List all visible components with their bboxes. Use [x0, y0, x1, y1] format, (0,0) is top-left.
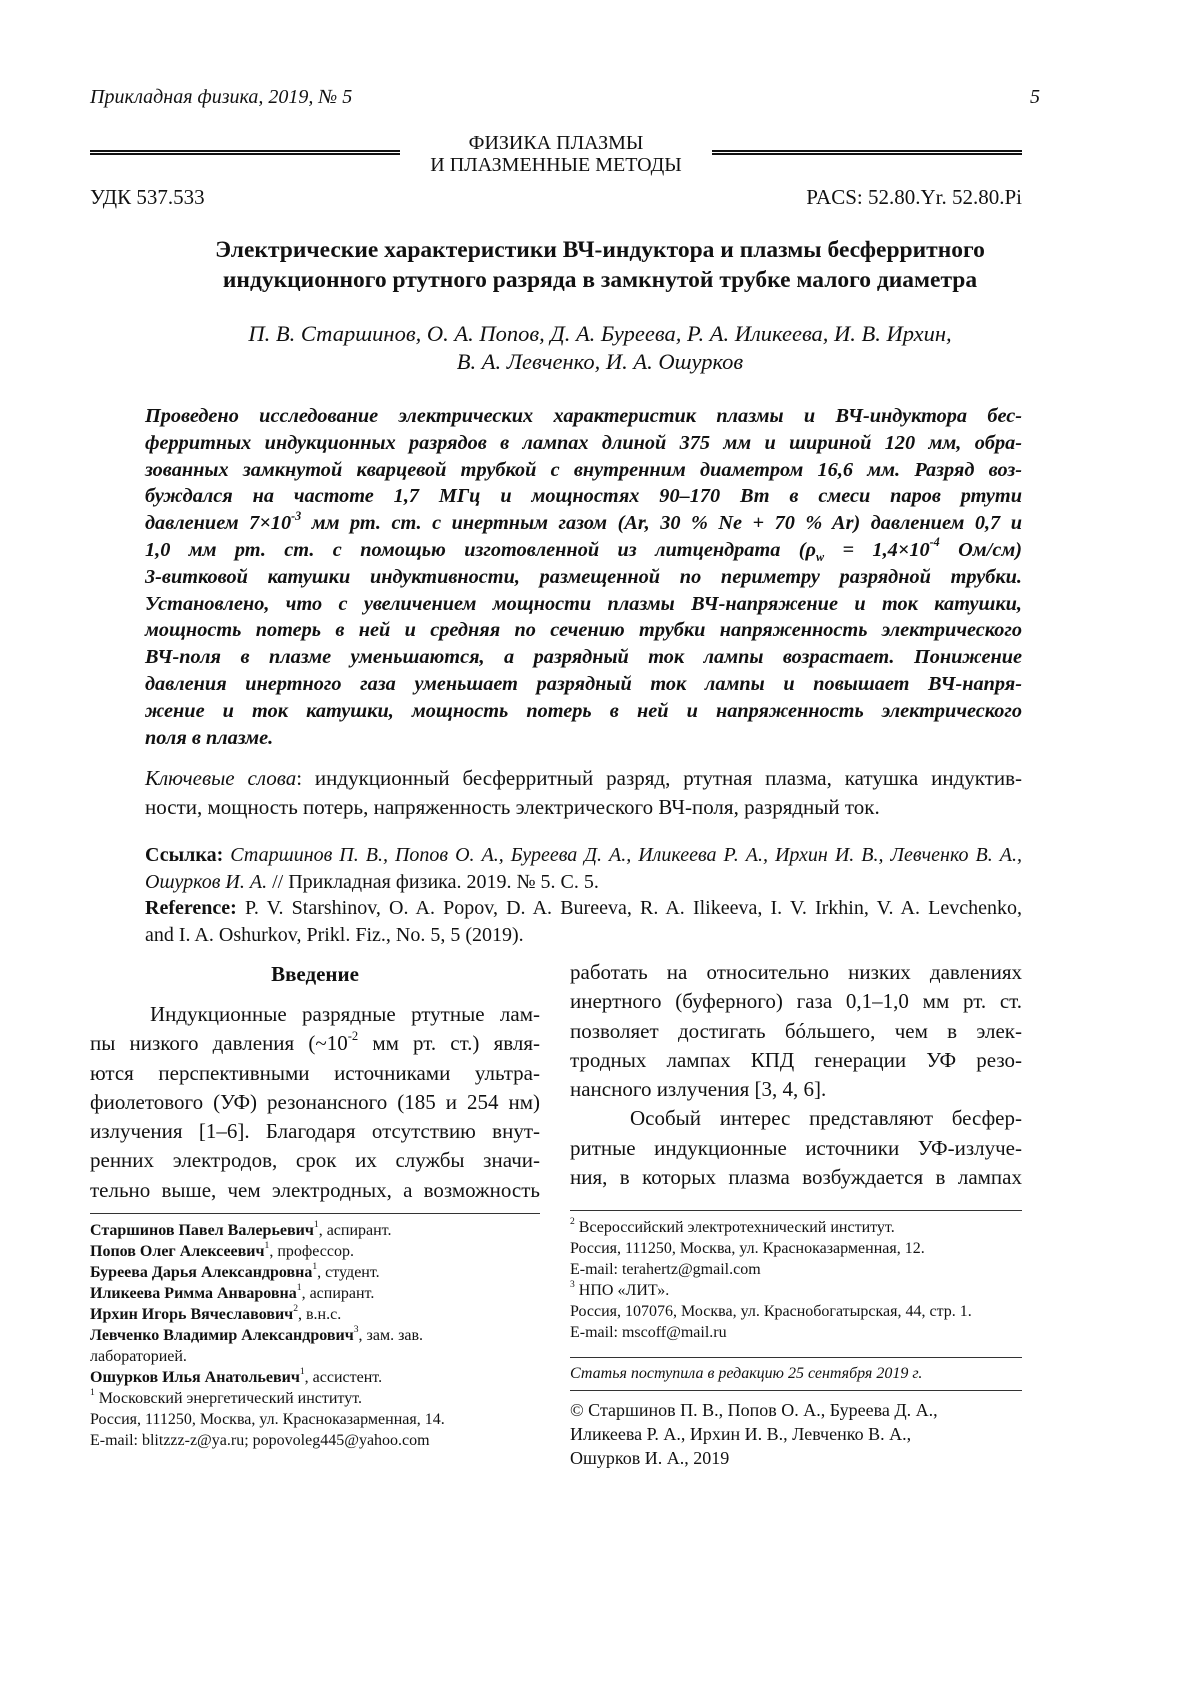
citation-block: [145, 842, 1022, 948]
affiliation-name: Московский энергетический институт.: [95, 1390, 362, 1407]
citation-en-line2: and I. A. Oshurkov, Prikl. Fiz., No. 5, 5 (2019).: [145, 922, 1022, 949]
affiliation-marker: 1: [312, 1261, 317, 1272]
footnote-rule-left: [90, 1213, 540, 1214]
section-title: [400, 132, 712, 176]
author-name: Старшинов Павел Валерьевич: [90, 1222, 314, 1239]
abstract: [145, 403, 1022, 751]
abstract-line: поля в плазме.: [145, 725, 1022, 752]
section-rule-right: [712, 150, 1022, 155]
copyright-line2: Иликеева Р. А., Ирхин И. В., Левченко В. А.,: [570, 1422, 1022, 1446]
abstract-line: [145, 510, 1022, 537]
abstract-line: буждался на частоте 1,7 МГц и мощностях 90–170 Вт в смеси паров ртути: [145, 483, 1022, 510]
affiliation-2-email: E-mail: terahertz@gmail.com: [570, 1259, 1022, 1280]
author-role: , в.н.с.: [298, 1306, 341, 1323]
affiliation-marker: 1: [265, 1240, 270, 1251]
affiliation-1-email: E-mail: blitzzz-z@ya.ru; popovoleg445@yahoo.com: [90, 1430, 540, 1451]
keywords: [145, 764, 1022, 822]
affiliation-1: [90, 1388, 540, 1409]
received-date: Статья поступила в редакцию 25 сентября 2019 г.: [570, 1363, 1022, 1384]
author-name: Иликеева Римма Анваровна: [90, 1285, 297, 1302]
author-role-continued: лабораторией.: [90, 1346, 540, 1367]
abstract-line: 3-витковой катушки индуктивности, размещенной по периметру разрядной трубки.: [145, 564, 1022, 591]
affiliation-footnotes: [570, 1217, 1022, 1343]
citation-en-authors: P. V. Starshinov, O. A. Popov, D. A. Bureeva, R. A. Ilikeeva, I. V. Irkhin, V. A. Levchenko,: [237, 897, 1022, 919]
abstract-line: ферритных индукционных разрядов в лампах длиной 375 мм и шириной 120 мм, обра-: [145, 430, 1022, 457]
author-footnote: [90, 1220, 540, 1241]
intro-line: позволяет достигать бóльшего, чем в элек-: [570, 1017, 1022, 1046]
author-name: Ошурков Илья Анатольевич: [90, 1369, 300, 1386]
abstract-line: зованных замкнутой кварцевой трубкой с внутренним диаметром 16,6 мм. Разряд воз-: [145, 457, 1022, 484]
author-footnote: [90, 1304, 540, 1325]
affiliation-name: Всероссийский электротехнический институт.: [575, 1219, 895, 1236]
received-rule-top: [570, 1357, 1022, 1358]
intro-line: [90, 1029, 540, 1058]
author-role: , зам. зав.: [359, 1327, 424, 1344]
affiliation-marker: 1: [297, 1282, 302, 1293]
affiliation-1-address: Россия, 111250, Москва, ул. Красноказарменная, 14.: [90, 1409, 540, 1430]
affiliation-marker: 1: [300, 1366, 305, 1377]
rho-subscript: w: [816, 550, 824, 564]
intro-text: мм рт. ст.) явля-: [358, 1031, 540, 1055]
intro-line: ритные индукционные источники УФ-излуче-: [570, 1134, 1022, 1163]
intro-line: работать на относительно низких давлениях: [570, 958, 1022, 987]
author-name: Буреева Дарья Александровна: [90, 1264, 312, 1281]
intro-exponent: -2: [348, 1029, 359, 1043]
authors-line1: П. В. Старшинов, О. А. Попов, Д. А. Буреева, Р. А. Иликеева, И. В. Ирхин,: [60, 320, 1140, 348]
author-footnote: [90, 1283, 540, 1304]
intro-line: Особый интерес представляют бесфер-: [570, 1104, 1022, 1133]
affiliation-2: [570, 1217, 1022, 1238]
affiliation-name: НПО «ЛИТ».: [575, 1282, 669, 1299]
citation-ru-line1: [145, 842, 1022, 869]
authors-line2: В. А. Левченко, И. А. Ошурков: [60, 348, 1140, 376]
intro-line: тродных лампах КПД генерации УФ резо-: [570, 1046, 1022, 1075]
intro-line: инертного (буферного) газа 0,1–1,0 мм рт. ст.: [570, 987, 1022, 1016]
citation-en-label: Reference:: [145, 897, 237, 919]
section-title-line1: ФИЗИКА ПЛАЗМЫ: [400, 132, 712, 154]
affiliation-marker: 3: [570, 1279, 575, 1290]
author-name: Ирхин Игорь Вячеславович: [90, 1306, 293, 1323]
rho-symbol: ρ: [806, 539, 816, 561]
citation-ru-label: Ссылка:: [145, 844, 223, 866]
author-role: , ассистент.: [305, 1369, 382, 1386]
author-footnote: [90, 1241, 540, 1262]
copyright: [570, 1398, 1022, 1470]
received-rule-bottom: [570, 1390, 1022, 1391]
abstract-exponent: -3: [291, 509, 301, 523]
abstract-line: жение и ток катушки, мощность потерь в ней и напряженность электрического: [145, 698, 1022, 725]
abstract-text: 1,0 мм рт. ст. с помощью изготовленной из литцендрата (: [145, 539, 806, 561]
abstract-line: мощность потерь в ней и средняя по сечению трубки напряженность электрического: [145, 617, 1022, 644]
abstract-text: давлением 7×10: [145, 512, 291, 534]
author-role: , профессор.: [269, 1243, 354, 1260]
citation-en-line1: [145, 895, 1022, 922]
affiliation-3: [570, 1280, 1022, 1301]
intro-heading: Введение: [90, 962, 540, 987]
abstract-line: [145, 537, 1022, 564]
copyright-line1: © Старшинов П. В., Попов О. А., Буреева Д. А.,: [570, 1398, 1022, 1422]
article-title-line1: Электрические характеристики ВЧ-индуктора и плазмы бесферритного: [60, 235, 1140, 265]
copyright-line3: Ошурков И. А., 2019: [570, 1446, 1022, 1470]
affiliation-2-address: Россия, 111250, Москва, ул. Красноказарменная, 12.: [570, 1238, 1022, 1259]
section-title-line2: И ПЛАЗМЕННЫЕ МЕТОДЫ: [400, 154, 712, 176]
author-footnotes: [90, 1220, 540, 1451]
authors: [60, 320, 1140, 376]
keywords-label: Ключевые слова: [145, 766, 296, 790]
citation-ru-line2: [145, 869, 1022, 896]
abstract-line: ВЧ-поля в плазме уменьшаются, а разрядный ток лампы возрастает. Понижение: [145, 644, 1022, 671]
journal-running-head: Прикладная физика, 2019, № 5: [90, 86, 352, 109]
citation-ru-authors: Старшинов П. В., Попов О. А., Буреева Д. А., Иликеева Р. А., Ирхин И. В., Левченко В. А.,: [223, 844, 1022, 866]
affiliation-marker: 2: [293, 1303, 298, 1314]
intro-text: пы низкого давления (~10: [90, 1031, 348, 1055]
abstract-text: мм рт. ст. с инертным газом (Ar, 30 % Ne + 70 % Ar) давлением 0,7 и: [301, 512, 1022, 534]
citation-ru-source: // Прикладная физика. 2019. № 5. С. 5.: [267, 871, 599, 893]
affiliation-marker: 1: [90, 1387, 95, 1398]
pacs-code: PACS: 52.80.Yr. 52.80.Pi: [740, 185, 1022, 210]
abstract-line: Установлено, что с увеличением мощности плазмы ВЧ-напряжение и ток катушки,: [145, 591, 1022, 618]
article-title-line2: индукционного ртутного разряда в замкнутой трубке малого диаметра: [60, 265, 1140, 295]
abstract-exponent: -4: [930, 535, 940, 549]
intro-left-column: [90, 1000, 540, 1205]
author-role: , аспирант.: [319, 1222, 392, 1239]
intro-line: ются перспективными источниками ультра-: [90, 1059, 540, 1088]
intro-line: Индукционные разрядные ртутные лам-: [90, 1000, 540, 1029]
abstract-line: Проведено исследование электрических характеристик плазмы и ВЧ-индуктора бес-: [145, 403, 1022, 430]
affiliation-3-email: E-mail: mscoff@mail.ru: [570, 1322, 1022, 1343]
intro-line: излучения [1–6]. Благодаря отсутствию внут-: [90, 1117, 540, 1146]
author-footnote: [90, 1325, 540, 1346]
citation-ru-author-last: Ошурков И. А.: [145, 871, 267, 893]
keywords-line1: [145, 764, 1022, 793]
author-footnote: [90, 1262, 540, 1283]
udk-code: УДК 537.533: [90, 185, 205, 210]
author-role: , аспирант.: [302, 1285, 375, 1302]
intro-line: нансного излучения [3, 4, 6].: [570, 1075, 1022, 1104]
intro-line: фиолетового (УФ) резонансного (185 и 254 нм): [90, 1088, 540, 1117]
keywords-line2: ности, мощность потерь, напряженность электрического ВЧ-поля, разрядный ток.: [145, 793, 1022, 822]
abstract-text: Ом/см): [940, 539, 1022, 561]
author-role: , студент.: [317, 1264, 379, 1281]
section-rule-left: [90, 150, 400, 155]
abstract-line: давления инертного газа уменьшает разрядный ток лампы и повышает ВЧ-напря-: [145, 671, 1022, 698]
intro-line: ния, в которых плазма возбуждается в лампах: [570, 1163, 1022, 1192]
affiliation-marker: 3: [354, 1324, 359, 1335]
intro-right-column: [570, 958, 1022, 1192]
author-name: Попов Олег Алексеевич: [90, 1243, 265, 1260]
affiliation-3-address: Россия, 107076, Москва, ул. Краснобогатырская, 44, стр. 1.: [570, 1301, 1022, 1322]
article-title: [60, 235, 1140, 295]
author-name: Левченко Владимир Александрович: [90, 1327, 354, 1344]
page-number: 5: [1010, 86, 1040, 109]
intro-line: тельно выше, чем электродных, а возможность: [90, 1176, 540, 1205]
intro-line: ренних электродов, срок их службы значи-: [90, 1146, 540, 1175]
abstract-text: = 1,4×10: [824, 539, 930, 561]
affiliation-marker: 2: [570, 1216, 575, 1227]
keywords-text: : индукционный бесферритный разряд, ртутная плазма, катушка индуктив-: [296, 766, 1022, 790]
author-footnote: [90, 1367, 540, 1388]
footnote-rule-right: [570, 1210, 1022, 1211]
affiliation-marker: 1: [314, 1219, 319, 1230]
